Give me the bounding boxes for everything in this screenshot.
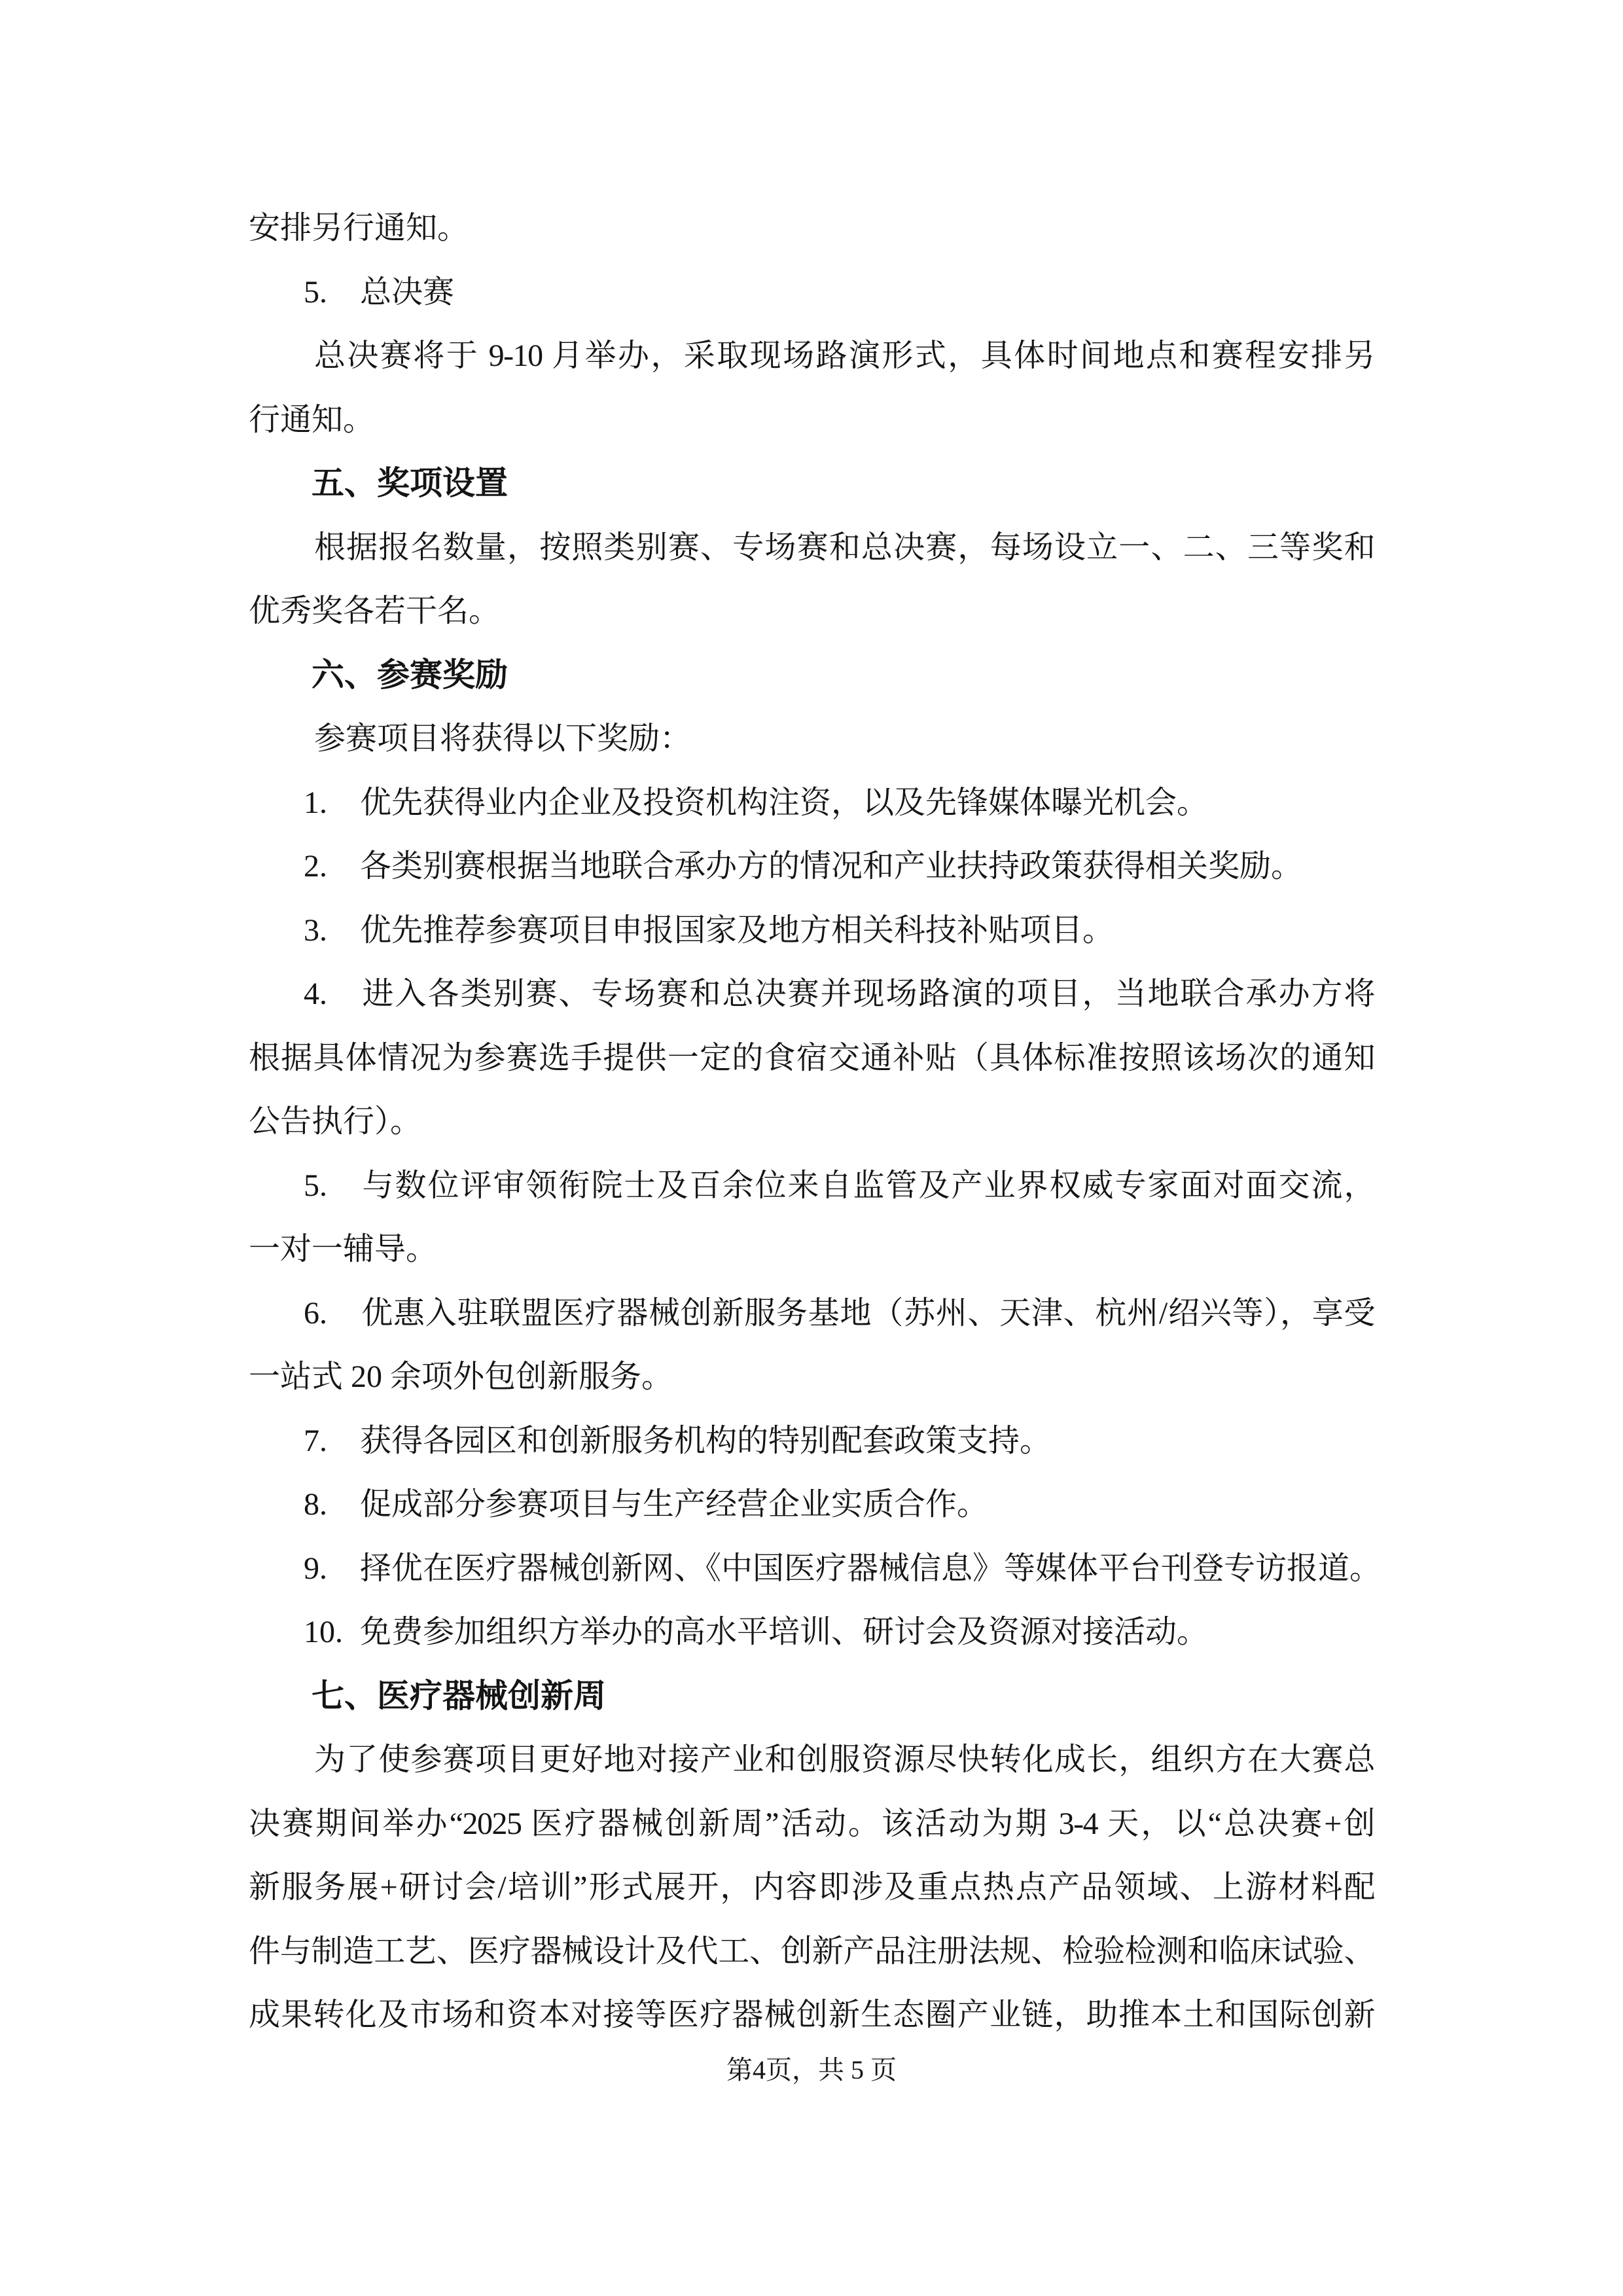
text-line: 一站式 20 余项外包创新服务。 bbox=[249, 1359, 673, 1394]
list-item bbox=[249, 1473, 1374, 1537]
list-item bbox=[249, 834, 1374, 899]
list-text: 优惠入驻联盟医疗器械创新服务基地（苏州、天津、杭州/绍兴等），享受 bbox=[360, 1295, 1374, 1331]
page-number: 第4页，共 5 页 bbox=[726, 2055, 897, 2085]
list-text: 与数位评审领衔院士及百余位来自监管及产业界权威专家面对面交流， bbox=[360, 1168, 1374, 1203]
text-line: 行通知。 bbox=[249, 402, 375, 437]
list-item bbox=[249, 962, 1374, 1026]
document-body bbox=[249, 196, 1382, 2047]
text-line: 根据报名数量，按照类别赛、专场赛和总决赛，每场设立一、二、三等奖和 bbox=[314, 529, 1374, 565]
list-text: 促成部分参赛项目与生产经营企业实质合作。 bbox=[360, 1487, 989, 1522]
page-footer bbox=[0, 2054, 1623, 2087]
list-item bbox=[249, 260, 1374, 325]
list-item bbox=[249, 1282, 1374, 1346]
list-number: 1. bbox=[304, 785, 327, 820]
section-heading: 六、参赛奖励 bbox=[312, 656, 508, 693]
text-line: 根据具体情况为参赛选手提供一定的食宿交通补贴（具体标准按照该场次的通知 bbox=[249, 1040, 1374, 1075]
list-number: 10. bbox=[304, 1615, 343, 1649]
list-number: 5. bbox=[304, 1168, 327, 1203]
list-text: 各类别赛根据当地联合承办方的情况和产业扶持政策获得相关奖励。 bbox=[360, 849, 1303, 884]
list-text: 优先推荐参赛项目申报国家及地方相关科技补贴项目。 bbox=[360, 912, 1115, 948]
text-line: 参赛项目将获得以下奖励： bbox=[314, 721, 692, 756]
text-line: 安排另行通知。 bbox=[249, 211, 469, 245]
list-number: 7. bbox=[304, 1423, 327, 1458]
list-item bbox=[249, 771, 1374, 835]
text-line: 新服务展+研讨会/培训”形式展开，内容即涉及重点热点产品领域、上游材料配 bbox=[249, 1870, 1374, 1905]
list-text: 优先获得业内企业及投资机构注资，以及先锋媒体曝光机会。 bbox=[360, 785, 1209, 820]
list-number: 8. bbox=[304, 1487, 327, 1522]
list-number: 2. bbox=[304, 849, 327, 884]
text-line: 决赛期间举办“2025 医疗器械创新周”活动。该活动为期 3-4 天，以“总决赛+创 bbox=[249, 1806, 1374, 1841]
text-line: 总决赛将于 9-10 月举办，采取现场路演形式，具体时间地点和赛程安排另 bbox=[314, 338, 1374, 373]
text-line: 件与制造工艺、医疗器械设计及代工、创新产品注册法规、检验检测和临床试验、 bbox=[249, 1933, 1374, 1969]
text-line: 优秀奖各若干名。 bbox=[249, 594, 501, 628]
list-number: 6. bbox=[304, 1295, 327, 1331]
list-item bbox=[249, 1537, 1382, 1601]
list-item bbox=[249, 1154, 1374, 1218]
list-number: 3. bbox=[304, 912, 327, 948]
list-number: 4. bbox=[304, 977, 327, 1011]
section-heading: 七、医疗器械创新周 bbox=[312, 1677, 606, 1714]
text-line: 为了使参赛项目更好地对接产业和创服资源尽快转化成长，组织方在大赛总 bbox=[314, 1742, 1374, 1777]
section-heading: 五、奖项设置 bbox=[312, 465, 508, 501]
list-text: 进入各类别赛、专场赛和总决赛并现场路演的项目，当地联合承办方将 bbox=[360, 977, 1374, 1011]
list-item bbox=[249, 899, 1374, 963]
list-item bbox=[249, 1600, 1374, 1664]
list-text: 获得各园区和创新服务机构的特别配套政策支持。 bbox=[360, 1423, 1052, 1458]
text-line: 一对一辅导。 bbox=[249, 1232, 438, 1266]
list-item bbox=[249, 1409, 1374, 1473]
list-text: 免费参加组织方举办的高水平培训、研讨会及资源对接活动。 bbox=[360, 1615, 1209, 1649]
text-line: 成果转化及市场和资本对接等医疗器械创新生态圈产业链，助推本土和国际创新 bbox=[249, 1998, 1374, 2032]
list-text: 总决赛 bbox=[360, 274, 455, 310]
text-line: 公告执行）。 bbox=[249, 1104, 422, 1139]
list-text: 择优在医疗器械创新网、《中国医疗器械信息》等媒体平台刊登专访报道。 bbox=[360, 1551, 1382, 1586]
list-number: 5. bbox=[304, 274, 327, 310]
list-number: 9. bbox=[304, 1551, 327, 1586]
